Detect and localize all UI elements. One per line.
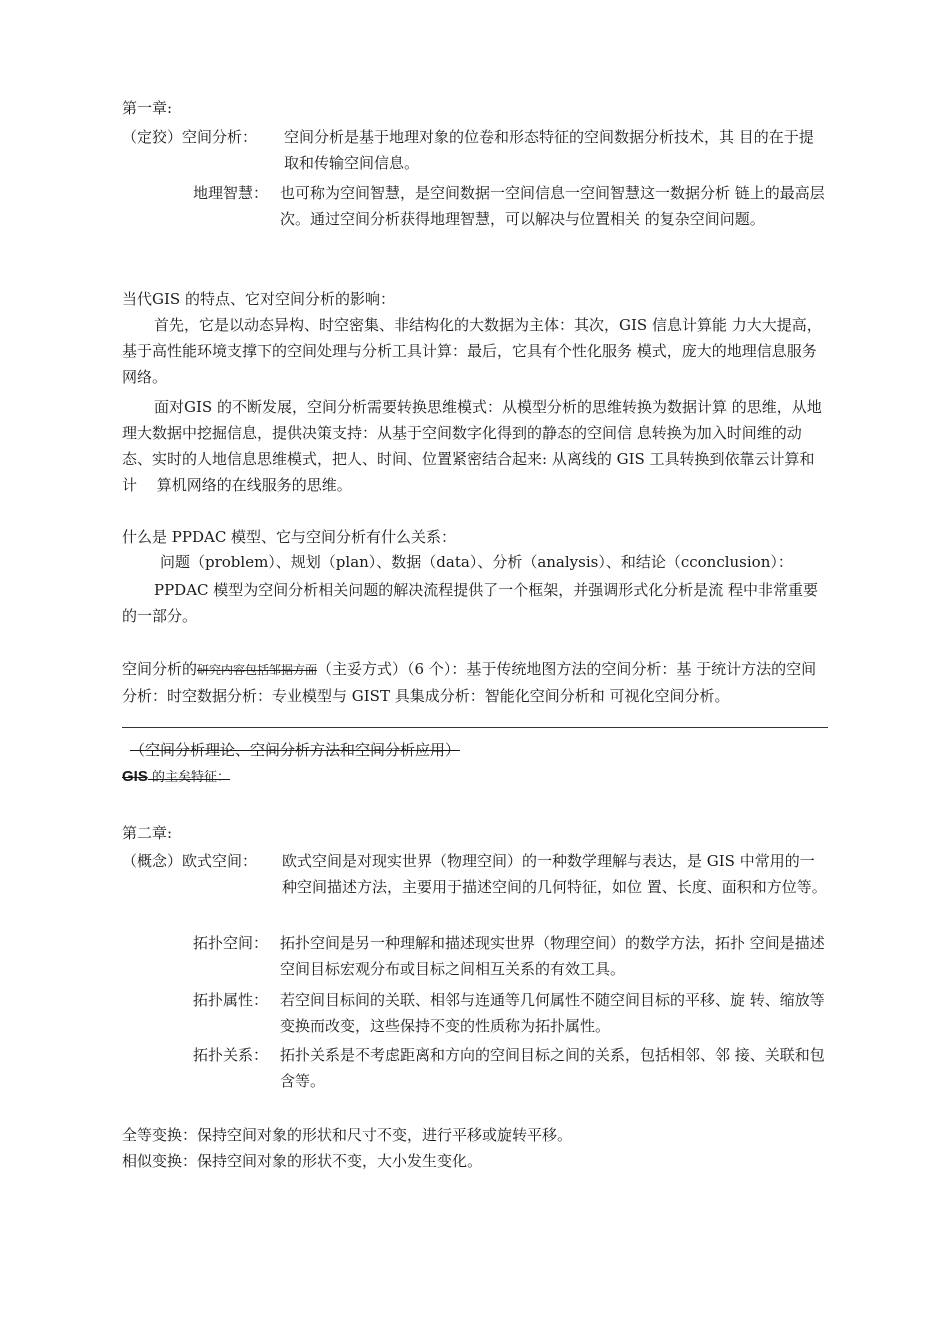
struck-line-1: （空间分析理论、空间分析方法和空间分析应用） xyxy=(130,741,461,759)
congruent-transformation: 全等变换：保持空间对象的形状和尺寸不变，进行平移或旋转平移。 xyxy=(122,1126,573,1144)
definition-text: 若空间目标间的关联、相邻与连通等几何属性不随空间目标的平移、旋 转、缩放等变换而改变，这些保持不变的性质称为拓扑属性。 xyxy=(280,991,825,1035)
definition-text: 拓扑空间是另一种理解和描述现实世界（物理空间）的数学方法，拓扑 空间是描述空间目标宏观分布或目标之间相互关系的有效工具。 xyxy=(280,934,825,978)
methods-lead: 空间分析的 xyxy=(122,660,198,678)
definition-text: 空间分析是基于地理对象的位卷和形态特征的空间数据分析技术，其 目的在于提取和传输空间信息。 xyxy=(284,128,814,172)
gis-paragraph-2: 面对GIS 的不断发展，空间分析需要转换思维模式：从模型分析的思维转换为数据计算 的思维，从地理大数据中挖掘信息，提供决策支持：从基于空间数字化得到的静态的空间信 息转换为加入时间维的动态、实时的人地信息思维模式，把人、时间、位置紧密结合起来: 从离线的 GIS 工具转换到依靠云计算和计 算机网络的在线服务的思维。 xyxy=(122,398,822,494)
struck-gis: GIS xyxy=(122,768,148,785)
divider-line xyxy=(122,727,828,728)
ppdac-heading: 什么是 PPDAC 模型、它与空间分析有什么关系： xyxy=(122,528,457,546)
ppdac-steps: 问题（problem）、规划（plan）、数据（data）、分析（analysis）、和结论（cconclusion）： xyxy=(160,553,793,571)
chapter-1-heading: 第一章: xyxy=(122,99,173,117)
definition-term: （概念）欧式空间： xyxy=(122,852,258,870)
ppdac-paragraph-wrap xyxy=(122,577,828,629)
definition-term: （定狡）空间分析： xyxy=(122,128,258,146)
definition-term: 拓扑关系： xyxy=(193,1046,269,1064)
chapter-2-heading: 第二章: xyxy=(122,824,173,842)
definition-term: 拓扑属性： xyxy=(193,991,269,1009)
ppdac-paragraph: PPDAC 模型为空间分析相关问题的解决流程提供了一个框架，并强调形式化分析是流 程中非常重要的一部分。 xyxy=(122,581,819,625)
methods-struck-note: 研究内容包括邹据方面 xyxy=(197,663,318,677)
definition-text: 欧式空间是对现实世界（物理空间）的一种数学理解与表达，是 GIS 中常用的一种空间描述方法，主要用于描述空间的几何特征，如位 置、长度、面积和方位等。 xyxy=(282,852,827,896)
gis-section-body xyxy=(122,312,828,498)
similarity-transformation: 相似变换：保持空间对象的形状不变，大小发生变化。 xyxy=(122,1152,483,1170)
struck-gis-rest: 的主矣特征： xyxy=(147,770,230,785)
gis-section-heading: 当代GIS 的特点、它对空间分析的影响： xyxy=(122,290,395,308)
gis-paragraph-1: 首先，它是以动态异构、时空密集、非结构化的大数据为主体：其次，GIS 信息计算能 力大大提高，基于高性能环境支撑下的空间处理与分析工具计算：最后，它具有个性化服务 模式，庞大的地理信息服务网络。 xyxy=(122,316,822,386)
definition-text: 也可称为空间智慧，是空间数据一空间信息一空间智慧这一数据分析 链上的最高层次。通过空间分析获得地理智慧，可以解决与位置相关 的复杂空间问题。 xyxy=(280,184,825,228)
struck-line-2 xyxy=(122,763,828,791)
definition-term: 地理智慧： xyxy=(193,184,269,202)
definition-term: 拓扑空间： xyxy=(193,934,269,952)
methods-text: （主妥方式）（6 个）：基于传统地图方法的空间分析：基 于统计方法的空间分析：时空数据分析：专业模型与 GIST 具集成分析：智能化空间分析和 可视化空间分析。 xyxy=(122,660,817,705)
methods-paragraph xyxy=(122,656,828,709)
definition-text: 拓扑关系是不考虑距离和方向的空间目标之间的关系，包括相邻、邻 接、关联和包含等。 xyxy=(280,1046,825,1090)
